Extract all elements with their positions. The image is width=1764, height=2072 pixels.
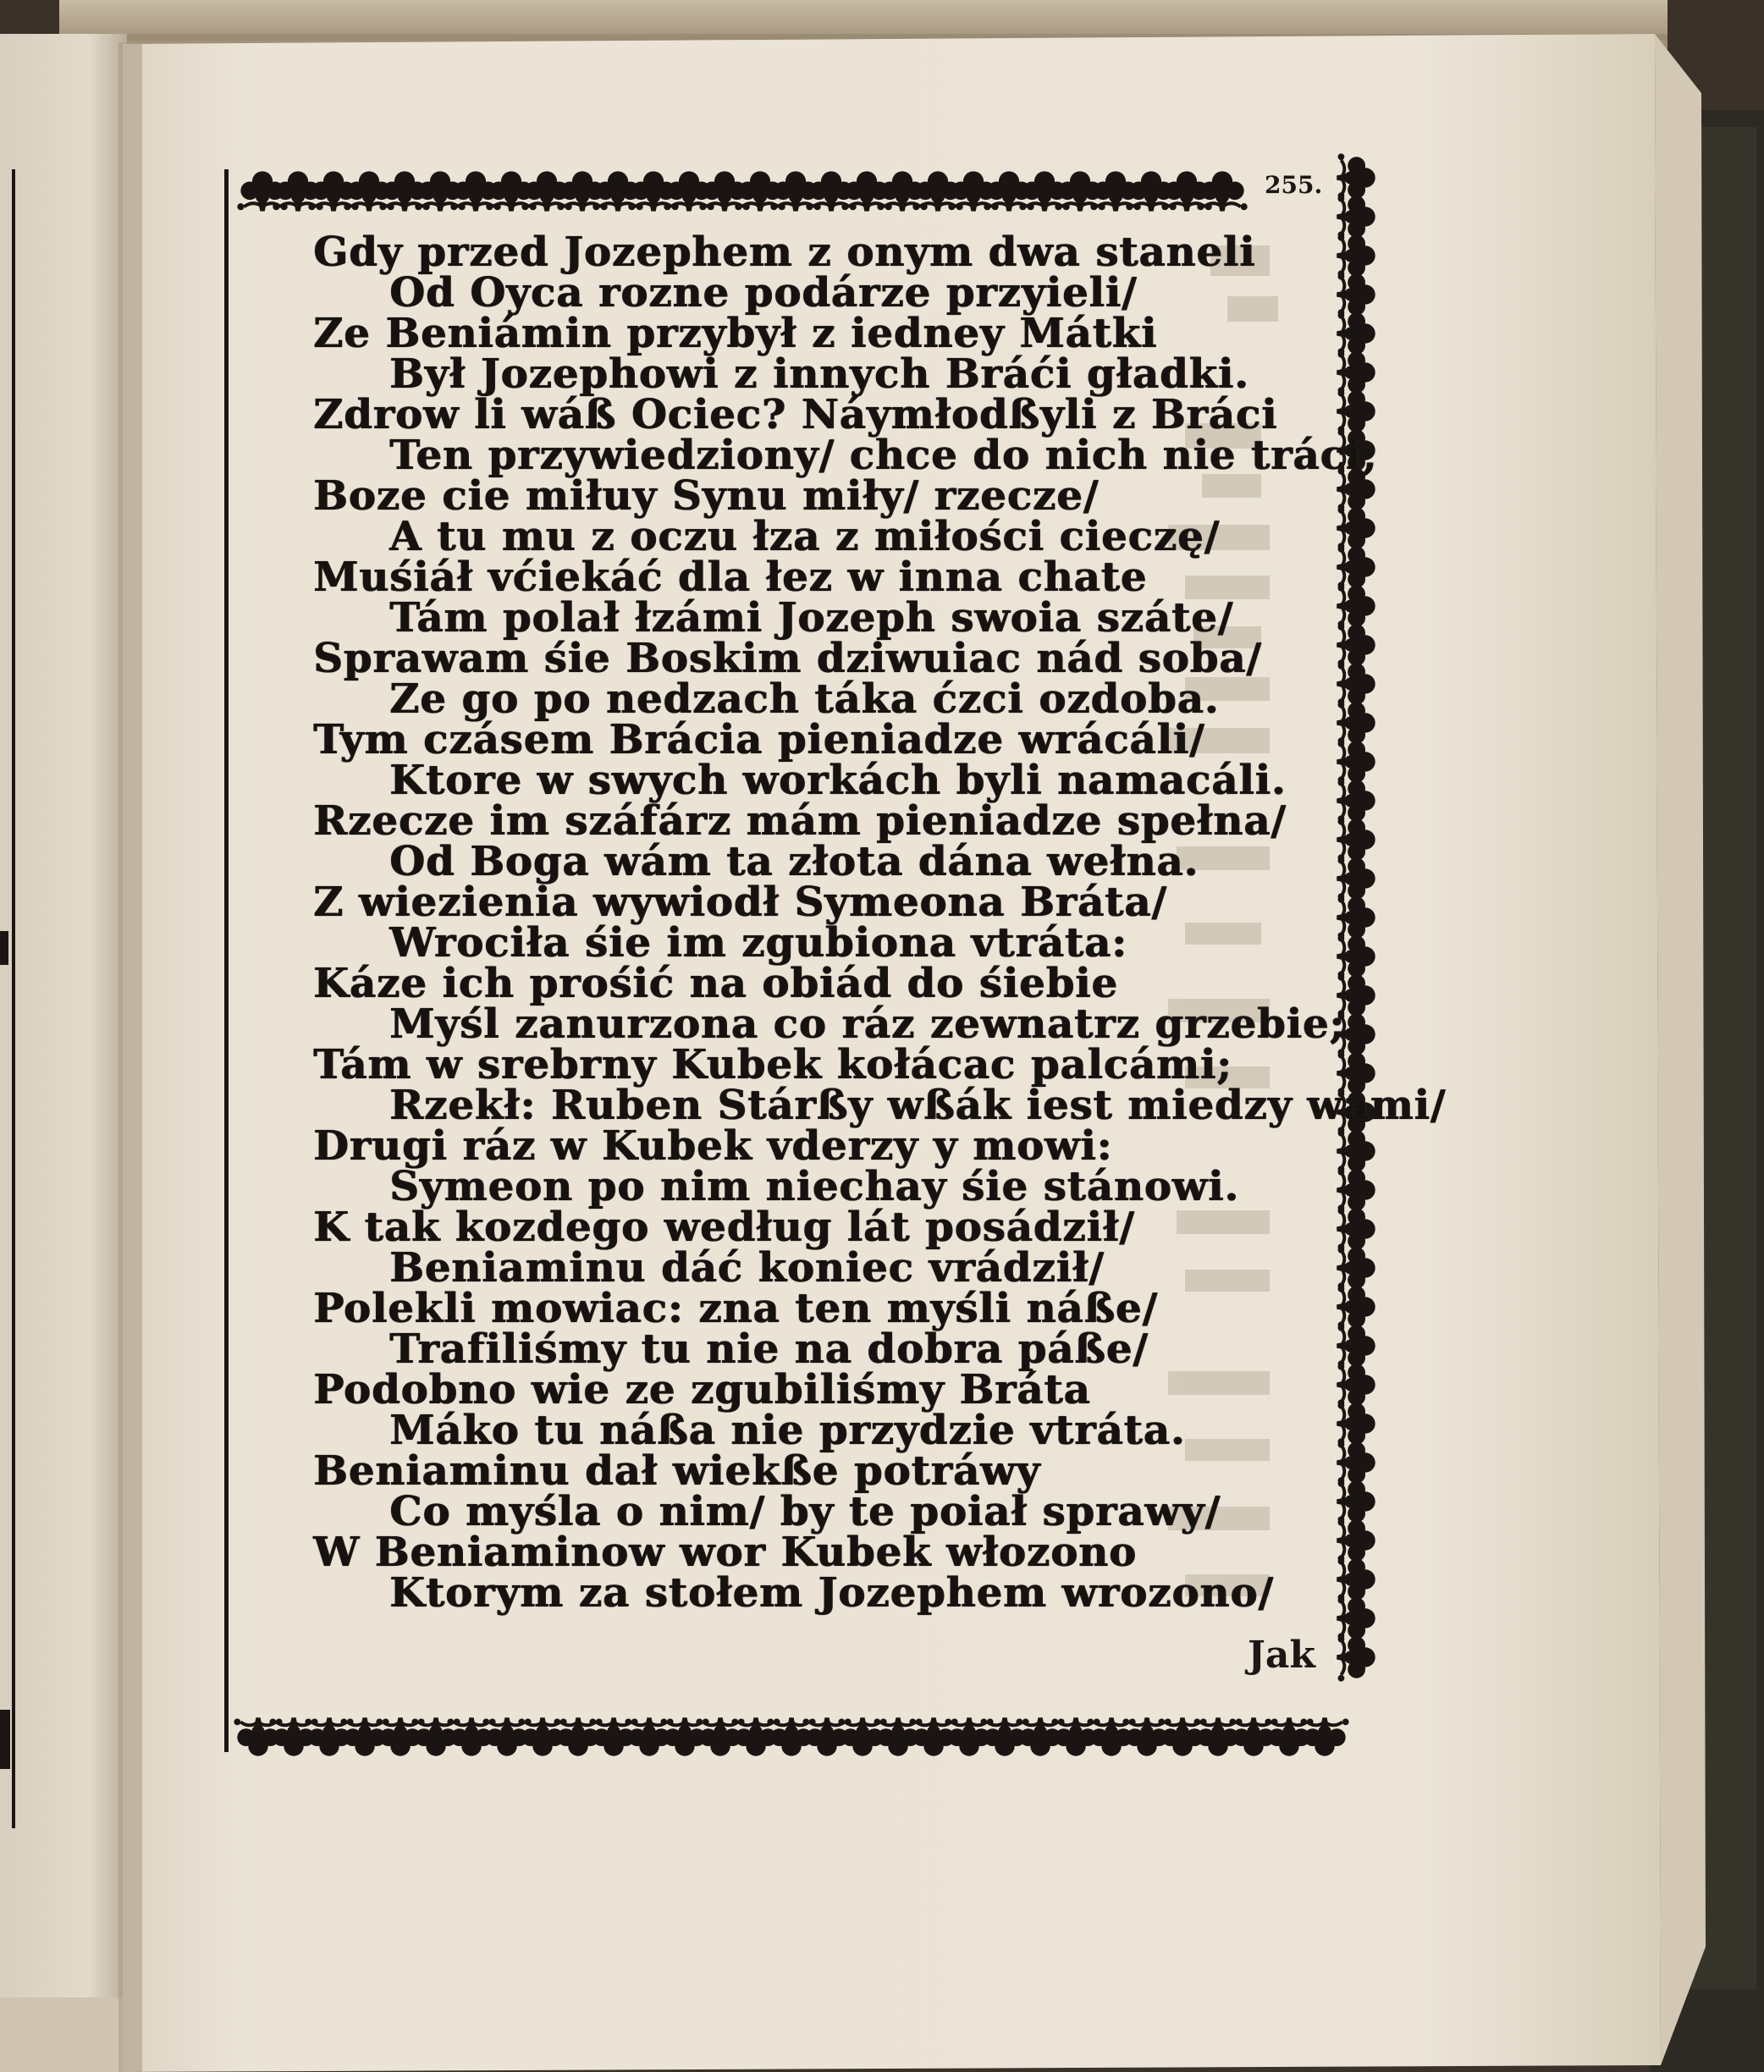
catchword: Jak xyxy=(1248,1634,1315,1677)
poem-line: Máko tu náßa nie przydzie vtráta. xyxy=(389,1407,1186,1454)
poem-line: Muśiáł vćiekáć dla łez w inna chate xyxy=(313,554,1148,601)
poem-line: A tu mu z oczu łza z miłości cieczę/ xyxy=(389,513,1220,560)
left-rule xyxy=(224,169,229,1752)
poem-line: Od Oyca rozne podárze przyieli/ xyxy=(389,269,1138,317)
poem-line: Ten przywiedziony/ chce do nich nie tráci; xyxy=(389,432,1378,479)
left-page xyxy=(0,34,127,2072)
poem-line: Był Jozephowi z innych Bráći gładki. xyxy=(389,350,1249,398)
poem-line: Podobno wie ze zgubiliśmy Bráta xyxy=(313,1366,1091,1413)
poem-line: Ktore w swych workách byli namacáli. xyxy=(389,757,1287,804)
page-number: 255. xyxy=(1265,171,1323,199)
poem-line: Drugi ráz w Kubek vderzy y mowi: xyxy=(313,1122,1113,1170)
poem-line: Symeon po nim niechay śie stánowi. xyxy=(389,1163,1239,1210)
poem-line: Ze Beniámin przybył z iedney Mátki xyxy=(313,310,1158,357)
poem-line: Z wiezienia wywiodł Symeona Bráta/ xyxy=(313,879,1167,926)
poem-line: Od Boga wám ta złota dána wełna. xyxy=(389,838,1199,885)
poem-line: Zdrow li wáß Ociec? Náymłodßyli z Bráci xyxy=(313,391,1278,438)
poem-line: Tám polał łzámi Jozeph swoia száte/ xyxy=(389,594,1234,642)
poem-line: Tám w srebrny Kubek kołácac palcámi; xyxy=(313,1041,1232,1088)
poem-line: Káze ich prośić na obiád do śiebie xyxy=(313,960,1118,1007)
poem-line: Rzecze im száfárz mám pieniadze spełna/ xyxy=(313,797,1287,845)
poem-line: Sprawam śie Boskim dziwuiac nád soba/ xyxy=(313,635,1262,682)
footer-ornament xyxy=(234,1717,1348,1756)
poem-line: Boze cie miłuy Synu miły/ rzecze/ xyxy=(313,472,1100,520)
left-page-rule xyxy=(12,169,15,1828)
poem-line: Ktorym za stołem Jozephem wrozono/ xyxy=(389,1569,1274,1617)
poem-line: Rzekł: Ruben Stárßy wßák iest miedzy wámi/ xyxy=(389,1082,1447,1129)
poem-line: Polekli mowiac: zna ten myśli náße/ xyxy=(313,1285,1158,1332)
poem-line: Trafiliśmy tu nie na dobra páße/ xyxy=(389,1325,1149,1373)
poem-line: Beniaminu dáć koniec vrádził/ xyxy=(389,1244,1105,1292)
poem-text xyxy=(313,229,1447,1701)
poem-line: W Beniaminow wor Kubek włozono xyxy=(313,1529,1137,1576)
poem-line: Tym czásem Brácia pieniadze wrácáli/ xyxy=(313,716,1205,763)
poem-line: Co myśla o nim/ by te poiał sprawy/ xyxy=(389,1488,1221,1535)
poem-line: Beniaminu dał wiekße potráwy xyxy=(313,1447,1041,1495)
poem-line: Ze go po nedzach táka ćzci ozdoba. xyxy=(389,675,1220,723)
poem-line: K tak kozdego według lát posádził/ xyxy=(313,1204,1135,1251)
poem-line: Myśl zanurzona co ráz zewnatrz grzebie; xyxy=(389,1000,1345,1048)
poem-line: Gdy przed Jozephem z onym dwa staneli xyxy=(313,229,1256,276)
poem-line: Wrociła śie im zgubiona vtráta: xyxy=(389,919,1127,967)
